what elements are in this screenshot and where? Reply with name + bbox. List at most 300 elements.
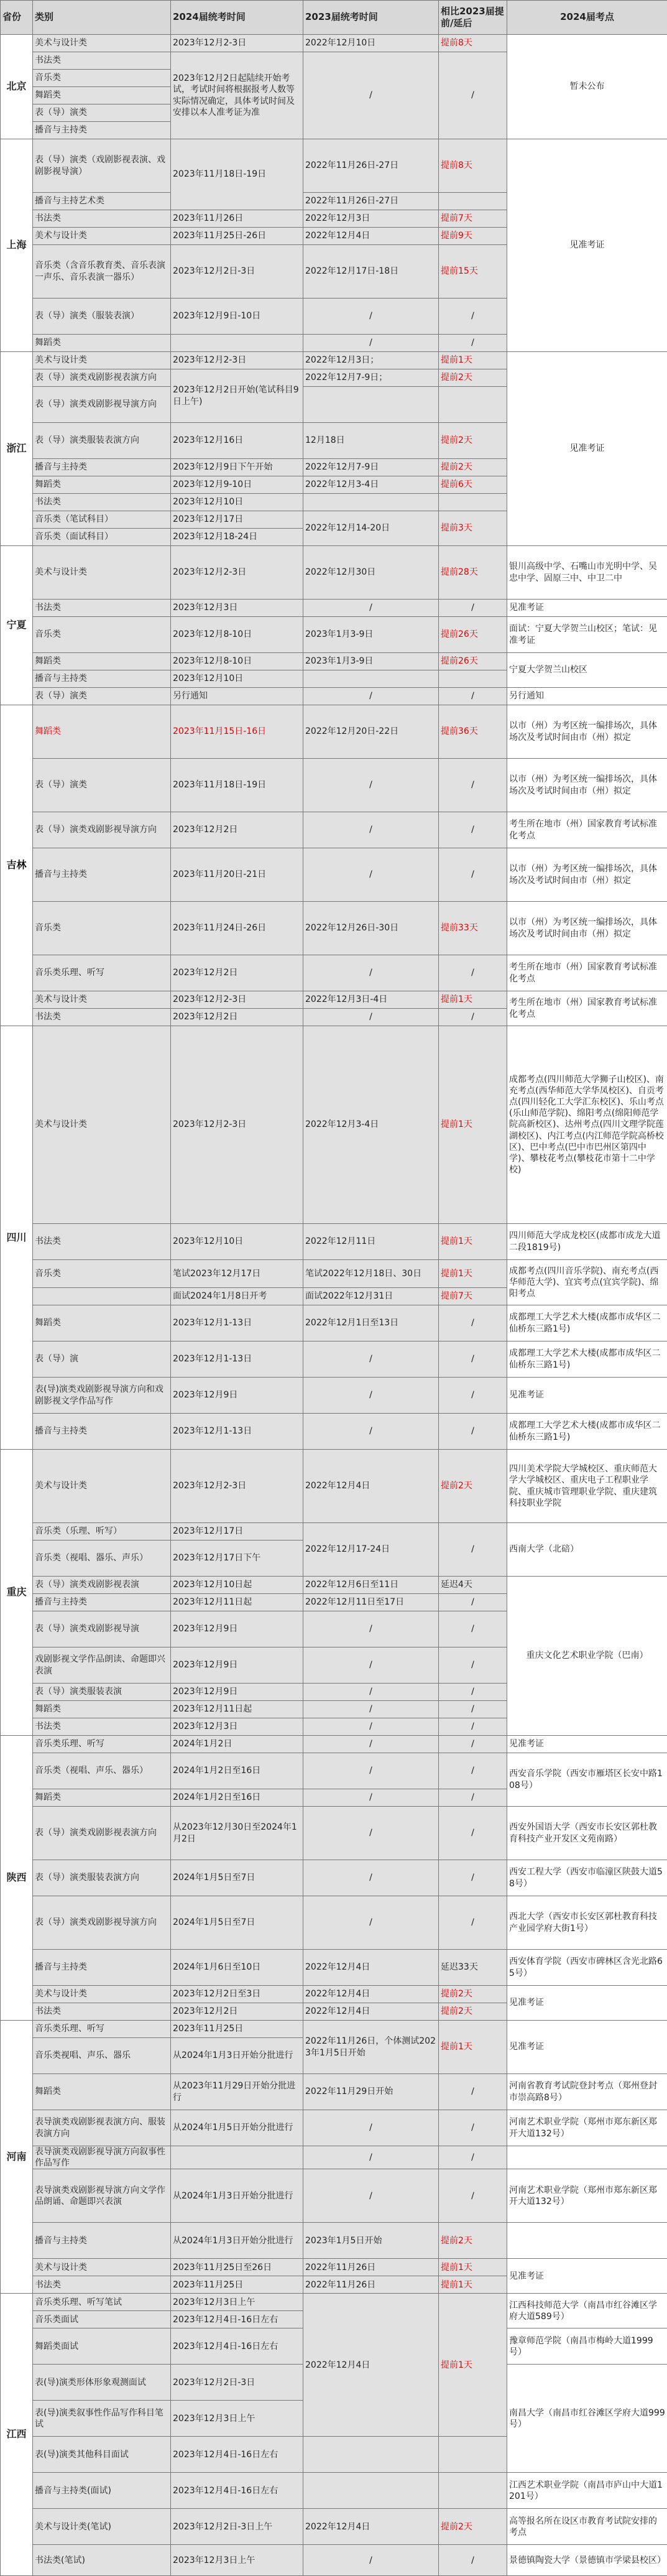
compare-cell: / [439,1378,507,1414]
time-2023-cell: 2022年12月7-9日 [303,459,439,476]
category-cell: 音乐类（视唱、声乐、器乐） [33,1753,171,1789]
category-cell: 播音与主持类 [33,122,171,139]
province-name: 江西 [1,2294,33,2576]
category-cell: 舞蹈类 [33,87,171,104]
time-2024-cell: 2023年11月25日-26日 [171,228,303,245]
compare-cell: 提前2天 [439,2003,507,2021]
time-2023-cell: 2022年12月11日 [303,1224,439,1260]
compare-cell: / [439,1305,507,1341]
category-cell: 美术与设计类 [33,1986,171,2003]
header-time-2024: 2024届统考时间 [171,1,303,35]
table-row [1,2074,667,2110]
table-row [1,139,667,193]
table-row [1,2110,667,2146]
time-2024-cell: 2023年12月10日 [171,494,303,511]
location-cell: 江西科技师范大学（南昌市红谷滩区学府大道589号） [507,2294,667,2328]
time-2023-cell: 2022年12月4日 [303,2294,439,2437]
location-cell: 河南省教育考试院登封考点（郑州登封市崇高路8号） [507,2074,667,2110]
table-row [1,991,667,1009]
category-cell: 戏剧影视文学作品朗读、命题即兴表演 [33,1647,171,1684]
time-2024-cell: 2023年12月8-10日 [171,617,303,653]
compare-cell: / [439,1684,507,1701]
category-cell: 表（导）演类服装表演 [33,1684,171,1701]
time-2024-cell: 2024年1月6日至10日 [171,1950,303,1986]
table-row [1,352,667,369]
time-2024-cell [171,335,303,352]
table-row [1,2473,667,2509]
header-row [1,1,667,35]
category-cell: 表（导）演类戏剧影视表演方向 [33,369,171,387]
time-2024-cell: 2023年12月4日-16日左右 [171,2328,303,2365]
category-cell: 舞蹈类 [33,1305,171,1341]
location-cell: 见准考证 [507,2259,667,2294]
time-2024-cell: 2023年12月3日上午 [171,2401,303,2437]
location-cell: 西北大学（西安市长安区郭杜教育科技产业园学府大街1号） [507,1896,667,1950]
compare-cell: / [439,1789,507,1807]
time-2023-cell: 2023年1月3-9日 [303,617,439,653]
table-row [1,2509,667,2545]
time-2023-cell: / [303,1896,439,1950]
category-cell: 音乐类 [33,617,171,653]
time-2023-cell: 2022年12月11日至17日 [303,1594,439,1611]
time-2023-cell: / [303,2169,439,2223]
category-cell: 书法类 [33,1718,171,1736]
time-2024-cell: 2023年12月3日上午 [171,2545,303,2576]
compare-cell: / [439,812,507,848]
compare-cell [439,193,507,210]
time-2024-cell: 2023年12月2日 [171,955,303,991]
table-row [1,1378,667,1414]
compare-cell: / [439,1753,507,1789]
compare-cell: / [439,2110,507,2146]
time-2023-cell: 2022年12月4日 [303,2003,439,2021]
table-row [1,955,667,991]
location-cell: 西安外国语大学（西安市长安区郭杜教育科技产业开发区文苑南路） [507,1807,667,1860]
time-2024-cell: 从2024年1月5日开始分批进行 [171,2110,303,2146]
table-row [1,1224,667,1260]
time-2024-cell: 2023年12月9日-10日 [171,299,303,335]
table-row [1,759,667,812]
location-cell: 见准考证 [507,2021,667,2074]
province-name: 重庆 [1,1450,33,1736]
time-2023-cell: / [303,1341,439,1378]
compare-cell: 提前36天 [439,705,507,759]
time-2023-cell: / [303,2146,439,2169]
time-2024-cell: 2023年12月1-13日 [171,1341,303,1378]
category-cell: 表(导)演类其他科目面试 [33,2437,171,2473]
time-2024-cell: 另行通知 [171,688,303,705]
compare-cell: 提前9天 [439,228,507,245]
location-cell: 成都理工大学艺术大楼(成都市成华区二仙桥东三路1号) [507,1305,667,1341]
time-2024-cell: 2023年11月25日至26日 [171,2259,303,2276]
time-2023-cell: / [303,955,439,991]
time-2023-cell: 2022年12月3日； [303,352,439,369]
compare-cell: 提前1天 [439,2021,507,2074]
time-2023-cell: 2022年12月3-4日 [303,1026,439,1224]
time-2023-cell: 笔试2022年12月18日、30日 [303,1260,439,1288]
compare-cell: 提前3天 [439,511,507,546]
time-2024-cell: 2024年1月2日至16日 [171,1753,303,1789]
table-row [1,1736,667,1753]
category-cell: 舞蹈类 [33,653,171,670]
time-2024-cell: 2023年12月16日 [171,423,303,459]
time-2023-cell: / [303,600,439,617]
table-body [1,35,667,2576]
time-2023-cell: 2022年11月26日 [303,2259,439,2276]
category-cell: 音乐类（视唱、器乐、声乐） [33,1541,171,1577]
compare-cell: / [439,1414,507,1450]
category-cell: 音乐类乐理、听写笔试 [33,2294,171,2311]
compare-cell: / [439,1896,507,1950]
time-2023-cell: 2022年12月4日 [303,1450,439,1523]
category-cell: 舞蹈类 [33,335,171,352]
compare-cell: / [439,1611,507,1647]
province-name: 北京 [1,35,33,139]
time-2023-cell: 2022年12月17-24日 [303,1523,439,1577]
location-cell: 见准考证 [507,600,667,617]
compare-cell: / [439,1860,507,1896]
category-cell: 表（导）演类服装表演方向 [33,423,171,459]
category-cell: 表（导）演 [33,1341,171,1378]
time-2023-cell: 2022年11月29日开始 [303,2074,439,2110]
compare-cell: 延迟4天 [439,1577,507,1594]
table-row [1,688,667,705]
time-2024-cell: 2023年12月9日下午开始 [171,459,303,476]
time-2023-cell: 2022年12月20日-22日 [303,705,439,759]
category-cell: 表（导）演类（服装表演） [33,299,171,335]
compare-cell: 提前1天 [439,991,507,1009]
location-cell: 成都理工大学艺术大楼(成都市成华区二仙桥东三路1号) [507,1414,667,1450]
category-cell: 播音与主持类 [33,1414,171,1450]
compare-cell: 提前2天 [439,423,507,459]
time-2023-cell: / [303,1611,439,1647]
category-cell: 播音与主持类 [33,459,171,476]
time-2023-cell: 2022年12月7-9日； [303,369,439,387]
table-row [1,1577,667,1594]
compare-cell: 提前1天 [439,2294,507,2437]
time-2024-cell: 2023年12月9-10日 [171,476,303,494]
category-cell: 表(导)演类戏剧影视导演方向和戏剧影视文学作品写作 [33,1378,171,1414]
category-cell: 播音与主持类(面试) [33,2473,171,2509]
table-row [1,1986,667,2003]
category-cell: 音乐类面试 [33,2311,171,2328]
category-cell: 音乐类乐理、听写 [33,2021,171,2038]
table-row [1,1860,667,1896]
compare-cell: / [439,1594,507,1611]
table-row [1,1341,667,1378]
location-cell: 以市（州）为考区统一编排场次，具体场次及考试时间由市（州）拟定 [507,848,667,902]
compare-cell [439,2473,507,2509]
province-name: 浙江 [1,352,33,546]
time-2024-cell: 2023年12月2-3日 [171,35,303,52]
compare-cell: 提前33天 [439,902,507,955]
time-2024-cell: 2023年11月24日-26日 [171,902,303,955]
location-cell: 以市（州）为考区统一编排场次，具体场次及考试时间由市（州）拟定 [507,902,667,955]
time-2023-cell: 12月18日 [303,423,439,459]
table-row [1,35,667,52]
time-2023-cell: 2022年12月4日 [303,228,439,245]
time-2023-cell: / [303,1009,439,1026]
time-2023-cell: 2022年12月3日-4日 [303,991,439,1009]
category-cell [33,1288,171,1305]
time-2023-cell: 2022年12月10日 [303,35,439,52]
category-cell: 表（导）演类 [33,759,171,812]
category-cell: 表（导）演类（戏剧影视表演、戏剧影视导演） [33,139,171,193]
compare-cell: 提前1天 [439,1260,507,1288]
table-row [1,705,667,759]
time-2024-cell: 2023年12月4日-16日左右 [171,2437,303,2473]
time-2024-cell: 2023年12月9日 [171,1611,303,1647]
province-name: 河南 [1,2021,33,2294]
compare-cell: 提前1天 [439,1026,507,1224]
time-2024-cell: 2023年12月9日 [171,1684,303,1701]
table-row [1,812,667,848]
compare-cell: 提前8天 [439,139,507,193]
time-2024-cell: 2023年12月10日起 [171,1577,303,1594]
time-2024-cell: 2023年12月2-3日 [171,1450,303,1523]
compare-cell [439,2437,507,2473]
location-cell: 成都考点(四川师范大学狮子山校区)、南充考点(西华师范大学华凤校区)、自贡考点(四川轻化工大学汇东校区)、乐山考点(乐山师范学院)、绵阳考点(绵阳师范学院高新校区)、达州考点(四川文理学院莲湖校区)、内江考点(内江师范学院高桥校区)、巴中考点(巴中市巴州区第四中学)、攀枝花考点(攀枝花市第十二中学校) [507,1026,667,1224]
table-row [1,653,667,670]
location-cell: 宁夏大学贺兰山校区 [507,653,667,688]
compare-cell: 提前1天 [439,2259,507,2276]
time-2024-cell [171,2146,303,2169]
location-cell: 西安体育学院（西安市碑林区含光北路65号） [507,1950,667,1986]
category-cell: 音乐类乐理、听写 [33,955,171,991]
category-cell: 音乐类视唱、声乐、器乐 [33,2038,171,2074]
table-row [1,2294,667,2311]
table-row [1,848,667,902]
location-cell: 暂未公布 [507,35,667,139]
table-row [1,2146,667,2169]
time-2024-cell: 2023年12月2-3日 [171,991,303,1009]
time-2023-cell: / [303,1718,439,1736]
location-cell: 景德镇陶瓷大学（景德镇市学梁县校区） [507,2545,667,2576]
time-2024-cell: 2023年12月4日-16日左右 [171,2473,303,2509]
location-cell: 见准考证 [507,1378,667,1414]
category-cell: 舞蹈类面试 [33,2328,171,2365]
time-2024-cell: 2023年12月2-3日 [171,352,303,369]
time-2024-cell: 2023年12月11日起 [171,1701,303,1718]
category-cell: 表(导)演类叙事性作品写作科目笔试 [33,2401,171,2437]
province-name: 陕西 [1,1736,33,2021]
category-cell: 书法类 [33,494,171,511]
header-category: 类别 [33,1,171,35]
location-cell [507,2223,667,2259]
location-cell: 西南大学（北碚） [507,1523,667,1577]
time-2024-cell: 从2023年12月30日至2024年1月2日 [171,1807,303,1860]
compare-cell: 提前1天 [439,2276,507,2294]
time-2023-cell [303,670,439,688]
compare-cell: 延迟33天 [439,1950,507,1986]
time-2023-cell: 2022年11月26日-27日 [303,139,439,193]
category-cell: 美术与设计类 [33,1450,171,1523]
compare-cell: 提前15天 [439,245,507,299]
location-cell: 成都理工大学艺术大楼(成都市成华区二仙桥东三路1号) [507,1341,667,1378]
location-cell: 另行通知 [507,688,667,705]
time-2023-cell: 2023年1月5日开始 [303,2223,439,2259]
location-cell: 考生所在地市（州）国家教育考试标准化考点 [507,955,667,991]
time-2024-cell: 2023年12月17日 [171,511,303,529]
compare-cell: 提前7天 [439,1288,507,1305]
category-cell: 播音与主持艺术类 [33,193,171,210]
time-2024-cell: 2023年12月3日 [171,1718,303,1736]
time-2023-cell: / [303,848,439,902]
time-2023-cell: 2022年12月4日 [303,1986,439,2003]
time-2024-cell: 2023年11月25日 [171,2021,303,2038]
category-cell: 美术与设计类 [33,35,171,52]
category-cell: 舞蹈类 [33,705,171,759]
time-2024-cell: 2023年12月2日-3日 [171,245,303,299]
location-cell: 以市（州）为考区统一编排场次，具体场次及考试时间由市（州）拟定 [507,759,667,812]
category-cell: 书法类 [33,1224,171,1260]
time-2024-cell: 2023年11月15日-16日 [171,705,303,759]
time-2023-cell: 2023年1月3-9日 [303,653,439,670]
category-cell: 书法类 [33,52,171,70]
table-row [1,2259,667,2276]
time-2024-cell: 2023年12月10日 [171,1224,303,1260]
category-cell: 表导演类戏剧影视导演方向文学作品朗诵、命题即兴表演 [33,2169,171,2223]
category-cell: 书法类 [33,1009,171,1026]
category-cell: 书法类(笔试) [33,2545,171,2576]
compare-cell: / [439,1009,507,1026]
time-2023-cell [303,2437,439,2473]
time-2024-cell: 2023年12月9日 [171,1378,303,1414]
location-cell: 银川高级中学、石嘴山市光明中学、吴忠中学、固原三中、中卫二中 [507,546,667,600]
table-row [1,1026,667,1224]
time-2024-cell: 2024年1月5日至7日 [171,1860,303,1896]
category-cell: 音乐类（含音乐教育类、音乐表演一声乐、音乐表演一器乐） [33,245,171,299]
category-cell: 美术与设计类 [33,352,171,369]
time-2023-cell: / [303,1647,439,1684]
compare-cell [439,494,507,511]
category-cell: 表（导）演类服装表演方向 [33,1860,171,1896]
table-row [1,902,667,955]
time-2024-cell: 2023年12月2-3日 [171,546,303,600]
category-cell: 表导演类戏剧影视表演方向、服装表演方向 [33,2110,171,2146]
location-cell: 江西艺术职业学院（南昌市庐山中大道1201号） [507,2473,667,2509]
location-cell: 四川师范大学成龙校区(成都市成龙大道二段1819号) [507,1224,667,1260]
category-cell: 音乐类 [33,1260,171,1288]
category-cell: 表（导）演类 [33,104,171,122]
compare-cell: 提前8天 [439,35,507,52]
category-cell: 美术与设计类 [33,546,171,600]
compare-cell: / [439,1807,507,1860]
time-2023-cell: / [303,335,439,352]
category-cell: 音乐类 [33,902,171,955]
category-cell: 表(导)演类形体形象观测面试 [33,2365,171,2401]
time-2024-cell: 2023年12月10日 [171,670,303,688]
compare-cell: / [439,1736,507,1753]
table-row [1,2169,667,2223]
location-cell: 河南艺术职业学院（郑州市郑东新区郑开大道132号） [507,2110,667,2146]
time-2024-cell: 2024年1月5日至7日 [171,1896,303,1950]
time-2024-cell: 2023年11月18日-19日 [171,139,303,210]
compare-cell: / [439,1701,507,1718]
category-cell: 音乐类（乐理、听写） [33,1523,171,1541]
category-cell: 音乐类（笔试科目） [33,511,171,529]
compare-cell: / [439,335,507,352]
compare-cell: / [439,2169,507,2223]
compare-cell: 提前7天 [439,210,507,228]
time-2024-cell: 从2024年1月3日开始分批进行 [171,2038,303,2074]
table-row [1,2223,667,2259]
time-2024-cell: 2023年12月2-3日 [171,1026,303,1224]
time-2024-cell: 2023年12月2日起陆续开始考试，考试时间将根据报考人数等实际情况确定，具体考试时间及安排以本人准考证为准 [171,52,303,139]
compare-cell: / [439,600,507,617]
time-2023-cell [303,2473,439,2509]
location-cell: 四川美术学院大学城校区、重庆师范大学大学城校区、重庆电子工程职业学院、重庆城市管理职业学院、重庆建筑科技职业学院 [507,1450,667,1523]
compare-cell: / [439,1647,507,1684]
time-2023-cell: / [303,2110,439,2146]
category-cell: 书法类 [33,2276,171,2294]
table-row [1,546,667,600]
table-row [1,1305,667,1341]
time-2024-cell: 2024年1月2日至16日 [171,1789,303,1807]
province-name: 上海 [1,139,33,352]
time-2023-cell: 2022年12月4日 [303,2509,439,2545]
time-2023-cell: / [303,2545,439,2576]
province-name: 宁夏 [1,546,33,705]
category-cell: 美术与设计类 [33,1026,171,1224]
province-name: 四川 [1,1026,33,1450]
category-cell: 书法类 [33,210,171,228]
table-row [1,1753,667,1789]
compare-cell: / [439,2146,507,2169]
category-cell: 表导演类戏剧影视导演方向叙事性作品写作 [33,2146,171,2169]
time-2023-cell: 2022年12月3-4日 [303,476,439,494]
header-compare: 相比2023届提前/延后 [439,1,507,35]
time-2023-cell [303,494,439,511]
time-2024-cell: 2023年12月17日 [171,1523,303,1541]
time-2024-cell: 2023年12月3日 [171,600,303,617]
time-2024-cell: 2023年12月18-24日 [171,529,303,546]
compare-cell: 提前1天 [439,352,507,369]
time-2023-cell: 面试2022年12月31日 [303,1288,439,1305]
category-cell: 舞蹈类 [33,1701,171,1718]
compare-cell: 提前6天 [439,476,507,494]
compare-cell: / [439,688,507,705]
category-cell: 舞蹈类 [33,2074,171,2110]
category-cell: 舞蹈类 [33,1789,171,1807]
category-cell: 表（导）演类戏剧影视导演方向 [33,812,171,848]
time-2023-cell: 2022年12月26日-30日 [303,902,439,955]
time-2024-cell: 2023年11月26日 [171,210,303,228]
table-row [1,1896,667,1950]
compare-cell: / [439,299,507,335]
table-row [1,1523,667,1541]
time-2023-cell: / [303,1378,439,1414]
category-cell: 表（导）演类戏剧影视表演 [33,1577,171,1594]
category-cell: 表（导）演类戏剧影视导演方向 [33,1896,171,1950]
time-2023-cell: / [303,688,439,705]
time-2023-cell: / [303,299,439,335]
category-cell: 书法类 [33,2003,171,2021]
time-2024-cell: 面试2024年1月8日开考 [171,1288,303,1305]
compare-cell: / [439,2074,507,2110]
category-cell: 表（导）演类 [33,688,171,705]
table-row [1,1950,667,1986]
time-2024-cell: 笔试2023年12月17日 [171,1260,303,1288]
compare-cell: 提前2天 [439,369,507,387]
compare-cell: 提前2天 [439,459,507,476]
time-2024-cell: 从2024年1月3日开始分批进行 [171,2223,303,2259]
location-cell: 面试：宁夏大学贺兰山校区；笔试：见准考证 [507,617,667,653]
time-2024-cell: 2023年11月20日-21日 [171,848,303,902]
table-row [1,617,667,653]
category-cell: 播音与主持类 [33,2223,171,2259]
time-2023-cell: 2022年12月3日 [303,210,439,228]
